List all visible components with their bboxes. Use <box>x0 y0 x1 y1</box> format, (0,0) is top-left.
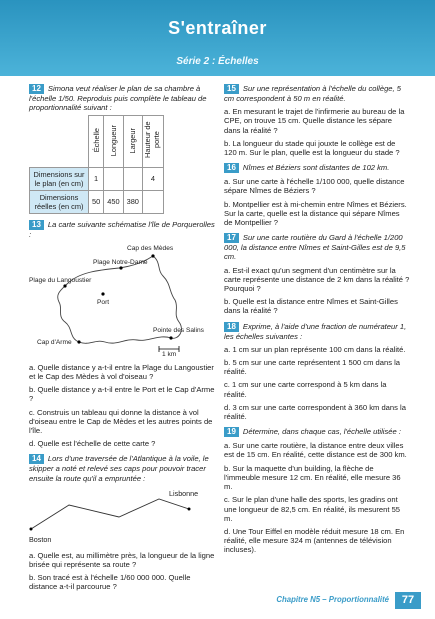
question-d: d. Quelle est l'échelle de cette carte ? <box>29 439 156 449</box>
exercise-17 <box>224 233 410 315</box>
question-b: b. Montpellier est à mi-chemin entre Nîmes et Béziers. Sur la carte, quelle est la distance qui sépare Nîmes de Montpellier ? <box>224 199 407 228</box>
table-col-header: Longueur <box>104 116 123 167</box>
footer-chapter: Chapitre N5 – Proportionnalité <box>276 595 389 604</box>
table-col-header: Échelle <box>89 116 104 167</box>
map-label-cap-arme: Cap d'Arme <box>37 338 72 346</box>
exercise-16 <box>224 163 410 227</box>
map-label-plage-langoustier: Plage du Langoustier <box>29 276 92 284</box>
table-cell <box>104 167 123 190</box>
table-row-header: Dimensions réelles (en cm) <box>30 190 89 213</box>
exercise-number: 13 <box>29 220 44 230</box>
table-cell: 1 <box>89 167 104 190</box>
exercise-14 <box>29 454 217 591</box>
exercise-15 <box>224 84 410 157</box>
page-header <box>0 0 435 76</box>
table-cell: 4 <box>142 167 163 190</box>
question-b: b. Quelle distance y a-t-il entre le Port et le Cap d'Arme ? <box>29 385 215 404</box>
proportionality-table <box>29 115 164 213</box>
table-cell <box>142 190 163 213</box>
exercise-number: 18 <box>224 322 239 332</box>
exercise-intro: Nîmes et Béziers sont distantes de 102 km. <box>242 163 390 173</box>
question-c: c. Construis un tableau qui donne la distance à vol d'oiseau entre le Cap de Mèdes et les autres points de l'île. <box>29 407 213 436</box>
question-c: c. Sur le plan d'une halle des sports, les gradins ont une longueur de 82,5 cm. En réalité, ils mesurent 55 m. <box>224 495 401 523</box>
exercise-19 <box>224 427 410 554</box>
exercise-number: 16 <box>224 163 239 173</box>
exercise-intro: Détermine, dans chaque cas, l'échelle utilisée : <box>242 427 401 437</box>
map-label-cap-medes: Cap des Mèdes <box>127 244 174 252</box>
question-a: a. Sur une carte à l'échelle 1/100 000, quelle distance sépare Nîmes de Béziers ? <box>224 177 405 196</box>
exercise-number: 14 <box>29 454 44 464</box>
question-a: a. En mesurant le trajet de l'infirmerie au bureau de la CPE, on trouve 15 cm. Quelle distance les sépare dans la réalité ? <box>224 107 405 135</box>
table-row-header: Dimensions sur le plan (en cm) <box>30 167 89 190</box>
exercise-intro: Sur une carte routière du Gard à l'échelle 1/200 000, la distance entre Nîmes et Saint-Gilles est de 9,5 cm. <box>224 233 406 262</box>
question-d: d. Une Tour Eiffel en modèle réduit mesure 18 cm. En réalité, elle mesure 324 m (antennes de télévision incluses). <box>224 526 405 555</box>
question-b: b. La longueur du stade qui jouxte le collège est de 120 m. Sur le plan, quelle est la longueur du stade ? <box>224 138 400 158</box>
question-a: a. Quelle est, au millimètre près, la longueur de la ligne brisée qui représente sa route ? <box>29 550 215 570</box>
island-map <box>29 242 217 359</box>
left-column <box>29 84 217 598</box>
table-cell: 450 <box>104 190 123 213</box>
map-label-plage-notre-dame: Plage Notre-Dame <box>93 258 148 266</box>
route-diagram <box>29 487 217 547</box>
question-b: b. 5 cm sur une carte représentent 1 500 cm dans la réalité. <box>224 358 401 377</box>
exercise-number: 19 <box>224 427 239 437</box>
exercise-intro: Sur une représentation à l'échelle du collège, 5 cm correspondent à 50 m en réalité. <box>224 84 401 103</box>
exercise-12 <box>29 84 217 214</box>
table-row <box>30 167 164 190</box>
question-a: a. Est-il exact qu'un segment d'un centimètre sur la carte représente une distance de 2 km dans la réalité ? Pourquoi ? <box>224 265 410 294</box>
question-a: a. Quelle distance y a-t-il entre la Plage du Langoustier et le Cap des Mèdes à vol d'oiseau ? <box>29 362 214 382</box>
label-boston: Boston <box>29 534 52 544</box>
exercise-intro: Exprime, à l'aide d'une fraction de numérateur 1, les échelles suivantes : <box>224 321 407 341</box>
map-label-port: Port <box>97 298 110 306</box>
exercise-18 <box>224 322 410 422</box>
map-label-pointe-salins: Pointe des Salins <box>153 326 204 334</box>
exercise-intro: Lors d'une traversée de l'Atlantique à la voile, le skipper a noté et relevé ses caps pour pouvoir tracer ensuite la route qu'il a empruntée : <box>29 454 209 483</box>
page-number: 77 <box>395 592 421 609</box>
exercise-number: 17 <box>224 233 239 243</box>
right-column <box>224 84 410 561</box>
table-col-header: Largeur <box>123 116 142 167</box>
question-a: a. Sur une carte routière, la distance entre deux villes est de 15 cm. En réalité, cette distance est de 300 km. <box>224 441 407 460</box>
exercise-intro: La carte suivante schématise l'île de Porquerolles : <box>29 219 215 239</box>
exercise-intro: Simona veut réaliser le plan de sa chambre à l'échelle 1/50. Reproduis puis complète le tableau de proportionnalité suivant : <box>29 84 207 113</box>
page-title: S'entraîner <box>168 18 267 38</box>
table-row <box>30 190 164 213</box>
question-d: d. 3 cm sur une carte correspondent à 360 km dans la réalité. <box>224 402 406 422</box>
exercise-number: 15 <box>224 84 239 94</box>
question-b: b. Sur la maquette d'un building, la flèche de l'immeuble mesure 12 cm. En réalité, elle mesure 36 m. <box>224 463 401 492</box>
table-cell: 50 <box>89 190 104 213</box>
map-scale-label: 1 km <box>162 350 177 358</box>
question-a: a. 1 cm sur un plan représente 100 cm dans la réalité. <box>224 344 406 354</box>
table-cell <box>123 167 142 190</box>
exercise-number: 12 <box>29 84 44 94</box>
table-cell: 380 <box>123 190 142 213</box>
label-lisbonne: Lisbonne <box>169 488 199 498</box>
question-b: b. Son tracé est à l'échelle 1/60 000 000. Quelle distance a-t-il parcourue ? <box>29 573 191 592</box>
page-subtitle: Série 2 : Échelles <box>176 56 259 67</box>
table-col-header: Hauteur de porte <box>142 116 163 167</box>
exercise-13 <box>29 220 217 449</box>
question-b: b. Quelle est la distance entre Nîmes et Saint-Gilles dans la réalité ? <box>224 297 398 316</box>
question-c: c. 1 cm sur une carte correspond à 5 km dans la réalité. <box>224 380 387 399</box>
